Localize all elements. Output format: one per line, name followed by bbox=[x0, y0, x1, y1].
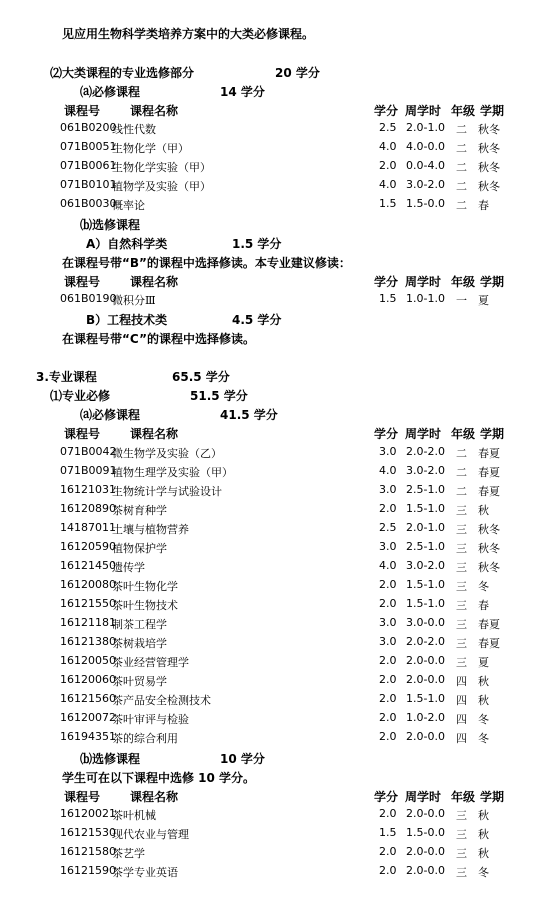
course-name: 茶叶生物技术 bbox=[112, 599, 178, 612]
table-row bbox=[0, 121, 555, 140]
course-name: 茶产品安全检测技术 bbox=[112, 694, 211, 707]
course-grade: 一 bbox=[456, 294, 467, 307]
course-hours: 1.5-1.0 bbox=[406, 578, 445, 591]
section2-elective-title: ⒝选修课程 bbox=[80, 218, 141, 232]
course-term: 秋冬 bbox=[478, 523, 500, 536]
course-hours: 2.0-2.0 bbox=[406, 635, 445, 648]
table-row bbox=[0, 464, 555, 483]
course-credit: 2.0 bbox=[379, 597, 397, 610]
course-code: 071B0051 bbox=[60, 140, 117, 153]
course-credit: 2.0 bbox=[379, 711, 397, 724]
course-code: 071B0061 bbox=[60, 159, 117, 172]
course-grade: 三 bbox=[456, 599, 467, 612]
course-grade: 四 bbox=[456, 713, 467, 726]
course-term: 春夏 bbox=[478, 618, 500, 631]
course-credit: 2.5 bbox=[379, 521, 397, 534]
header-hours: 周学时 bbox=[405, 790, 442, 804]
course-code: 16121450 bbox=[60, 559, 116, 572]
course-term: 秋 bbox=[478, 828, 489, 841]
header-hours: 周学时 bbox=[405, 427, 442, 441]
course-term: 春 bbox=[478, 599, 489, 612]
course-hours: 3.0-2.0 bbox=[406, 464, 445, 477]
header-grade: 年级 bbox=[451, 104, 476, 118]
course-code: 16121580 bbox=[60, 845, 116, 858]
course-term: 春夏 bbox=[478, 447, 500, 460]
science-note: 在课程号带“B”的课程中选择修读。本专业建议修读： bbox=[62, 256, 351, 270]
table-row bbox=[0, 159, 555, 178]
intro-text: 见应用生物科学类培养方案中的大类必修课程。 bbox=[62, 27, 315, 41]
section3-required-title: ⒜必修课程 bbox=[80, 408, 141, 422]
course-code: 061B0190 bbox=[60, 292, 117, 305]
header-code: 课程号 bbox=[64, 790, 101, 804]
course-code: 16194351 bbox=[60, 730, 116, 743]
course-term: 春 bbox=[478, 199, 489, 212]
course-name: 茶叶生物化学 bbox=[112, 580, 178, 593]
course-credit: 2.0 bbox=[379, 159, 397, 172]
course-credit: 1.5 bbox=[379, 197, 397, 210]
table-row bbox=[0, 673, 555, 692]
table-header bbox=[0, 102, 555, 121]
course-hours: 3.0-0.0 bbox=[406, 616, 445, 629]
course-grade: 三 bbox=[456, 656, 467, 669]
course-hours: 1.5-1.0 bbox=[406, 502, 445, 515]
table-row bbox=[0, 826, 555, 845]
course-hours: 1.5-1.0 bbox=[406, 597, 445, 610]
course-grade: 三 bbox=[456, 809, 467, 822]
section3-required-credits: 41.5 学分 bbox=[220, 408, 278, 422]
course-name: 遗传学 bbox=[112, 561, 145, 574]
course-name: 线性代数 bbox=[112, 123, 156, 136]
course-grade: 三 bbox=[456, 847, 467, 860]
course-credit: 2.0 bbox=[379, 845, 397, 858]
table-row bbox=[0, 616, 555, 635]
course-hours: 2.0-0.0 bbox=[406, 807, 445, 820]
section3-credits: 65.5 学分 bbox=[172, 370, 230, 384]
course-grade: 三 bbox=[456, 504, 467, 517]
course-term: 秋 bbox=[478, 847, 489, 860]
course-code: 071B0091 bbox=[60, 464, 117, 477]
course-term: 秋冬 bbox=[478, 123, 500, 136]
course-hours: 2.0-1.0 bbox=[406, 521, 445, 534]
course-name: 茶叶贸易学 bbox=[112, 675, 167, 688]
table-row bbox=[0, 597, 555, 616]
table-row bbox=[0, 864, 555, 883]
course-credit: 2.0 bbox=[379, 578, 397, 591]
course-term: 秋 bbox=[478, 694, 489, 707]
course-code: 16120080 bbox=[60, 578, 116, 591]
science-title: A）自然科学类 bbox=[86, 237, 168, 251]
course-name: 生物化学（甲） bbox=[112, 142, 189, 155]
course-name: 茶叶机械 bbox=[112, 809, 156, 822]
course-name: 概率论 bbox=[112, 199, 145, 212]
header-name: 课程名称 bbox=[130, 790, 179, 804]
section2-required-title: ⒜必修课程 bbox=[80, 85, 141, 99]
course-code: 16121590 bbox=[60, 864, 116, 877]
header-credit: 学分 bbox=[374, 790, 399, 804]
header-term: 学期 bbox=[480, 790, 505, 804]
header-code: 课程号 bbox=[64, 275, 101, 289]
course-credit: 1.5 bbox=[379, 292, 397, 305]
course-name: 茶业经营管理学 bbox=[112, 656, 189, 669]
section3-title: 3.专业课程 bbox=[36, 370, 97, 384]
header-term: 学期 bbox=[480, 427, 505, 441]
course-term: 夏 bbox=[478, 656, 489, 669]
course-term: 秋 bbox=[478, 504, 489, 517]
course-grade: 三 bbox=[456, 561, 467, 574]
course-term: 秋冬 bbox=[478, 180, 500, 193]
course-code: 16120050 bbox=[60, 654, 116, 667]
section2-title: ⑵大类课程的专业选修部分 bbox=[50, 66, 195, 80]
header-grade: 年级 bbox=[451, 790, 476, 804]
course-grade: 四 bbox=[456, 675, 467, 688]
course-credit: 2.5 bbox=[379, 121, 397, 134]
course-hours: 2.0-2.0 bbox=[406, 445, 445, 458]
header-term: 学期 bbox=[480, 104, 505, 118]
course-term: 秋 bbox=[478, 809, 489, 822]
table-row bbox=[0, 178, 555, 197]
course-grade: 二 bbox=[456, 142, 467, 155]
course-name: 生物统计学与试验设计 bbox=[112, 485, 222, 498]
course-code: 16120890 bbox=[60, 502, 116, 515]
header-name: 课程名称 bbox=[130, 104, 179, 118]
course-credit: 4.0 bbox=[379, 178, 397, 191]
course-hours: 2.0-0.0 bbox=[406, 864, 445, 877]
course-name: 微积分Ⅲ bbox=[112, 294, 156, 307]
course-code: 061B0030 bbox=[60, 197, 117, 210]
engineering-title: B）工程技术类 bbox=[86, 313, 168, 327]
course-hours: 3.0-2.0 bbox=[406, 178, 445, 191]
course-credit: 2.0 bbox=[379, 807, 397, 820]
course-grade: 二 bbox=[456, 485, 467, 498]
table-row bbox=[0, 654, 555, 673]
header-credit: 学分 bbox=[374, 275, 399, 289]
table-row bbox=[0, 483, 555, 502]
course-credit: 4.0 bbox=[379, 140, 397, 153]
course-credit: 2.0 bbox=[379, 864, 397, 877]
section3-elective-title: ⒝选修课程 bbox=[80, 752, 141, 766]
table-row bbox=[0, 730, 555, 749]
course-grade: 三 bbox=[456, 637, 467, 650]
course-grade: 三 bbox=[456, 618, 467, 631]
course-term: 秋冬 bbox=[478, 561, 500, 574]
table-header bbox=[0, 273, 555, 292]
header-grade: 年级 bbox=[451, 275, 476, 289]
table-row bbox=[0, 521, 555, 540]
table-row bbox=[0, 502, 555, 521]
header-credit: 学分 bbox=[374, 104, 399, 118]
table-row bbox=[0, 559, 555, 578]
course-hours: 2.5-1.0 bbox=[406, 483, 445, 496]
table-row bbox=[0, 692, 555, 711]
course-hours: 2.0-0.0 bbox=[406, 654, 445, 667]
engineering-note: 在课程号带“C”的课程中选择修读。 bbox=[62, 332, 256, 346]
course-credit: 2.0 bbox=[379, 673, 397, 686]
course-name: 茶叶审评与检验 bbox=[112, 713, 189, 726]
course-hours: 1.5-0.0 bbox=[406, 197, 445, 210]
section3-sub1-title: ⑴专业必修 bbox=[50, 389, 111, 403]
header-credit: 学分 bbox=[374, 427, 399, 441]
section3-elective-note: 学生可在以下课程中选修 10 学分。 bbox=[62, 771, 256, 785]
header-name: 课程名称 bbox=[130, 275, 179, 289]
section3-elective-credits: 10 学分 bbox=[220, 752, 265, 766]
section3-sub1-credits: 51.5 学分 bbox=[190, 389, 248, 403]
course-credit: 3.0 bbox=[379, 540, 397, 553]
table-row bbox=[0, 292, 555, 311]
section2-credits: 20 学分 bbox=[275, 66, 320, 80]
course-credit: 2.0 bbox=[379, 692, 397, 705]
course-code: 16121380 bbox=[60, 635, 116, 648]
course-hours: 2.0-0.0 bbox=[406, 730, 445, 743]
header-code: 课程号 bbox=[64, 427, 101, 441]
course-credit: 4.0 bbox=[379, 464, 397, 477]
course-name: 土壤与植物营养 bbox=[112, 523, 189, 536]
course-hours: 2.0-1.0 bbox=[406, 121, 445, 134]
table-header bbox=[0, 425, 555, 444]
engineering-credits: 4.5 学分 bbox=[232, 313, 282, 327]
course-name: 生物化学实验（甲） bbox=[112, 161, 211, 174]
course-code: 16120072 bbox=[60, 711, 116, 724]
table-row bbox=[0, 197, 555, 216]
course-grade: 二 bbox=[456, 161, 467, 174]
course-grade: 三 bbox=[456, 580, 467, 593]
table-row bbox=[0, 845, 555, 864]
course-name: 植物学及实验（甲） bbox=[112, 180, 211, 193]
course-credit: 4.0 bbox=[379, 559, 397, 572]
course-name: 植物生理学及实验（甲） bbox=[112, 466, 233, 479]
course-grade: 二 bbox=[456, 123, 467, 136]
course-grade: 二 bbox=[456, 180, 467, 193]
course-term: 冬 bbox=[478, 866, 489, 879]
course-hours: 2.0-0.0 bbox=[406, 673, 445, 686]
course-credit: 1.5 bbox=[379, 826, 397, 839]
course-credit: 3.0 bbox=[379, 445, 397, 458]
course-grade: 四 bbox=[456, 732, 467, 745]
header-name: 课程名称 bbox=[130, 427, 179, 441]
course-code: 16121560 bbox=[60, 692, 116, 705]
course-grade: 二 bbox=[456, 447, 467, 460]
course-code: 14187011 bbox=[60, 521, 116, 534]
header-code: 课程号 bbox=[64, 104, 101, 118]
course-grade: 三 bbox=[456, 523, 467, 536]
course-hours: 4.0-0.0 bbox=[406, 140, 445, 153]
course-grade: 三 bbox=[456, 828, 467, 841]
course-grade: 三 bbox=[456, 542, 467, 555]
course-hours: 3.0-2.0 bbox=[406, 559, 445, 572]
course-code: 071B0101 bbox=[60, 178, 117, 191]
course-name: 茶艺学 bbox=[112, 847, 145, 860]
table-row bbox=[0, 807, 555, 826]
table-row bbox=[0, 578, 555, 597]
course-code: 16121550 bbox=[60, 597, 116, 610]
course-credit: 2.0 bbox=[379, 730, 397, 743]
course-term: 春夏 bbox=[478, 485, 500, 498]
course-credit: 3.0 bbox=[379, 616, 397, 629]
course-code: 16121181 bbox=[60, 616, 116, 629]
course-name: 现代农业与管理 bbox=[112, 828, 189, 841]
table-row bbox=[0, 635, 555, 654]
science-credits: 1.5 学分 bbox=[232, 237, 282, 251]
header-grade: 年级 bbox=[451, 427, 476, 441]
course-hours: 1.0-2.0 bbox=[406, 711, 445, 724]
header-term: 学期 bbox=[480, 275, 505, 289]
course-grade: 四 bbox=[456, 694, 467, 707]
course-credit: 2.0 bbox=[379, 502, 397, 515]
course-hours: 2.5-1.0 bbox=[406, 540, 445, 553]
header-hours: 周学时 bbox=[405, 104, 442, 118]
course-name: 茶的综合利用 bbox=[112, 732, 178, 745]
course-name: 茶树育种学 bbox=[112, 504, 167, 517]
course-code: 061B0200 bbox=[60, 121, 117, 134]
course-term: 冬 bbox=[478, 713, 489, 726]
course-hours: 0.0-4.0 bbox=[406, 159, 445, 172]
course-name: 植物保护学 bbox=[112, 542, 167, 555]
course-code: 16120590 bbox=[60, 540, 116, 553]
course-term: 冬 bbox=[478, 580, 489, 593]
course-hours: 1.0-1.0 bbox=[406, 292, 445, 305]
course-name: 茶树栽培学 bbox=[112, 637, 167, 650]
course-credit: 2.0 bbox=[379, 654, 397, 667]
course-term: 夏 bbox=[478, 294, 489, 307]
course-code: 16120060 bbox=[60, 673, 116, 686]
course-term: 春夏 bbox=[478, 466, 500, 479]
course-credit: 3.0 bbox=[379, 483, 397, 496]
course-code: 16120021 bbox=[60, 807, 116, 820]
course-name: 茶学专业英语 bbox=[112, 866, 178, 879]
course-name: 微生物学及实验（乙） bbox=[112, 447, 222, 460]
course-term: 秋冬 bbox=[478, 161, 500, 174]
course-term: 冬 bbox=[478, 732, 489, 745]
course-hours: 2.0-0.0 bbox=[406, 845, 445, 858]
course-grade: 二 bbox=[456, 466, 467, 479]
course-code: 16121530 bbox=[60, 826, 116, 839]
course-term: 秋 bbox=[478, 675, 489, 688]
course-hours: 1.5-0.0 bbox=[406, 826, 445, 839]
table-row bbox=[0, 540, 555, 559]
table-row bbox=[0, 711, 555, 730]
course-code: 16121031 bbox=[60, 483, 116, 496]
course-credit: 3.0 bbox=[379, 635, 397, 648]
course-grade: 二 bbox=[456, 199, 467, 212]
table-row bbox=[0, 445, 555, 464]
course-grade: 三 bbox=[456, 866, 467, 879]
course-hours: 1.5-1.0 bbox=[406, 692, 445, 705]
table-row bbox=[0, 140, 555, 159]
course-name: 制茶工程学 bbox=[112, 618, 167, 631]
header-hours: 周学时 bbox=[405, 275, 442, 289]
section2-required-credits: 14 学分 bbox=[220, 85, 265, 99]
course-term: 春夏 bbox=[478, 637, 500, 650]
course-term: 秋冬 bbox=[478, 542, 500, 555]
course-term: 秋冬 bbox=[478, 142, 500, 155]
course-code: 071B0042 bbox=[60, 445, 117, 458]
table-header bbox=[0, 788, 555, 807]
